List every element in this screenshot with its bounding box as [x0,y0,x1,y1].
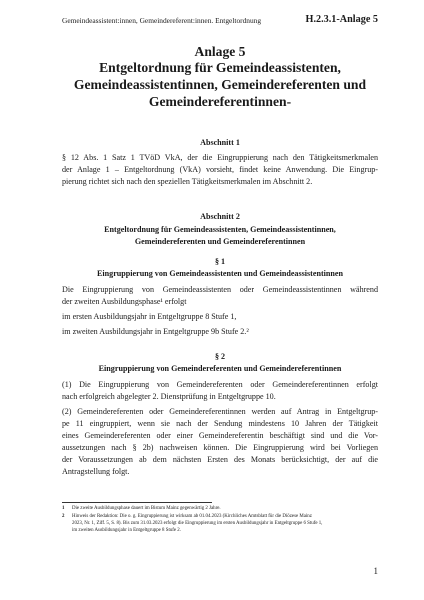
para-2-number: § 2 [214,352,226,361]
para-1-line: Die Eingruppierung von Gemeindeassistenten oder Gemeindeassistentinnen während [62,285,378,294]
abschnitt-2-subheading: Entgeltordnung für Gemeindeassistenten, Gemeindeassistentinnen, [104,225,336,234]
para-1-number: § 1 [214,257,226,266]
abschnitt-1-line: der Anlage 1 – Entgeltordnung (VkA) vorsieht, findet keine Anwendung. Die Eingrup- [62,165,378,174]
para-1-title: Eingruppierung von Gemeindeassistenten und Gemeindeassistentinnen [97,269,343,278]
footnote-number: 2 [62,514,65,519]
para-1-line: im zweiten Ausbildungsjahr in Entgeltgruppe 9b Stufe 2.² [62,327,249,336]
title-anlage: Anlage 5 [194,44,246,59]
para-2-line: eines Gemeindereferenten oder einer Gemeindereferentin beschäftigt sind und die Vor- [62,431,378,440]
para-2-line: nach erfolgreich abgelegter 2. Dienstprüfung in Entgeltgruppe 10. [62,392,276,401]
para-2-line: (2) Gemeindereferenten oder Gemeindereferentinnen werden auf Antrag in Entgeltgrup- [62,407,378,416]
footnote-separator [62,502,212,503]
para-1-line: der zweiten Ausbildungsphase¹ erfolgt [62,297,187,306]
footnote-number: 1 [62,506,65,511]
footnote-text: 2023, Nr. 1, Ziff. 5, S. 8). Bis zum 31.03.2023 erfolgt die Eingruppierung im ersten Ausbildungsjahr in Entgeltgruppe 6 Stufe 1, [72,521,323,526]
abschnitt-1-heading: Abschnitt 1 [200,138,240,147]
para-2-title: Eingruppierung von Gemeindereferenten und Gemeindereferentinnen [98,364,342,373]
abschnitt-1-line: § 12 Abs. 1 Satz 1 TVöD VkA, der die Eingruppierung nach den Tätigkeitsmerkmalen [62,153,378,162]
abschnitt-1-line: pierung richtet sich nach den speziellen Tätigkeitsmerkmalen im Abschnitt 2. [62,177,313,186]
title-line-4: Gemeindereferentinnen- [148,94,292,109]
abschnitt-2-heading: Abschnitt 2 [200,212,240,221]
title-line-2: Entgeltordnung für Gemeindeassistenten, [99,60,341,75]
footnote-text: Die zweite Ausbildungsphase dauert im Bistum Mainz gegenwärtig 2 Jahre. [72,506,221,511]
running-header [62,14,378,30]
para-2-line: (1) Die Eingruppierung von Gemeindereferenten oder Gemeindereferentinnen erfolgt [62,380,378,389]
footnote-text: im zweiten Ausbildungsjahr in Entgeltgruppe 8 Stufe 2. [72,528,181,533]
abschnitt-2-subheading: Gemeindereferenten und Gemeindereferentinnen [134,237,306,246]
para-2-line: Antragstellung folgt. [62,467,130,476]
header-document-name: Gemeindeassistent:innen, Gemeindereferent:innen. Entgeltordnung [62,16,262,25]
para-2-line: der Voraussetzungen ab dem nächsten Ersten des Monats berücksichtigt, der auf die [62,455,378,464]
para-2-line: pe 11 eingruppiert, wenn sie nach der Sendung mindestens 10 Jahren der Tätigkeit [62,419,378,428]
header-section-number: H.2.3.1-Anlage 5 [305,14,378,25]
title-line-3: Gemeindeassistentinnen, Gemeindereferenten und [73,77,367,92]
page-number: 1 [373,566,378,576]
para-1-line: im ersten Ausbildungsjahr in Entgeltgruppe 8 Stufe 1, [62,312,237,321]
footnote-text: Hinweis der Redaktion: Die o. g. Eingruppierung ist wirksam ab 01.04.2023 (Kirchliches Amtsblatt für die Diözese Mainz [72,514,312,519]
para-2-line: aussetzungen nach § 2b) nachweisen können. Die Eingruppierung wird bei Vorliegen [62,443,378,452]
